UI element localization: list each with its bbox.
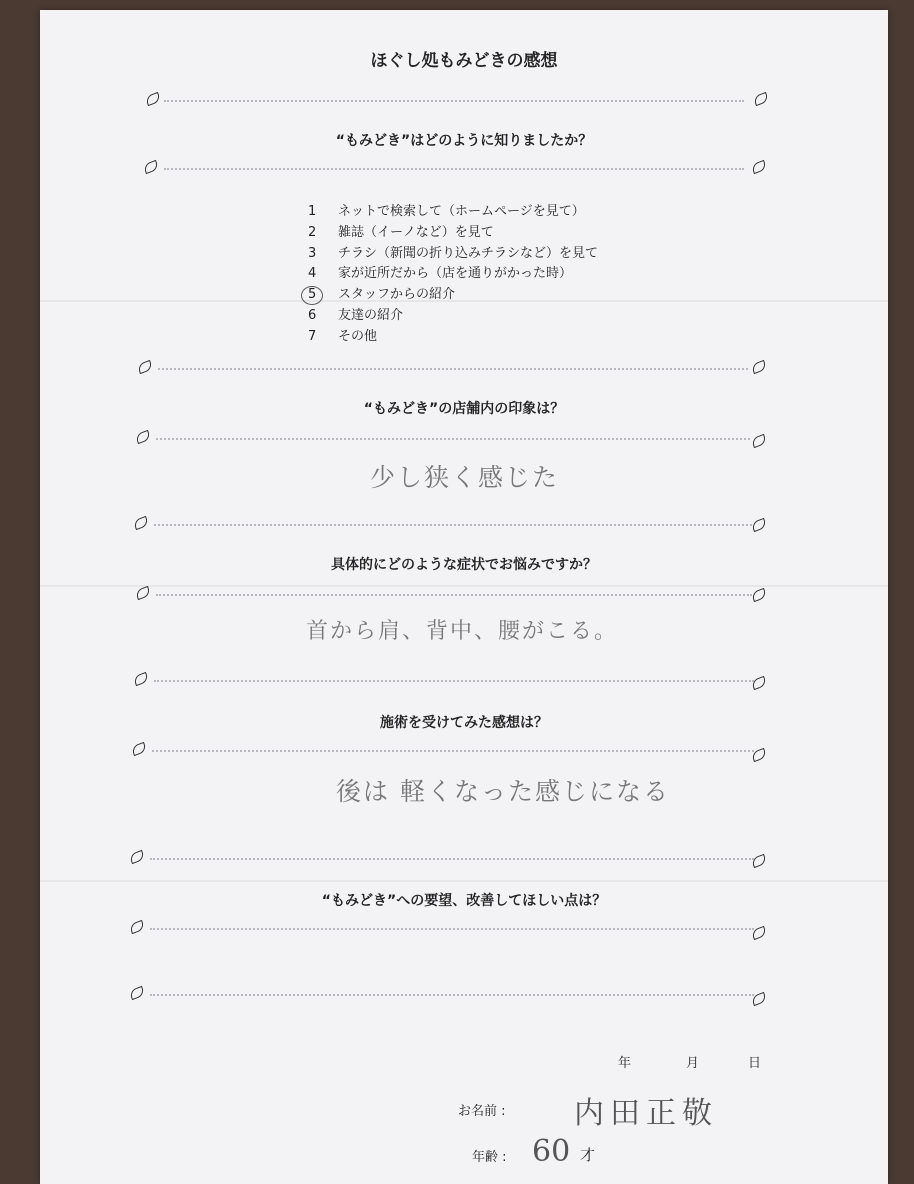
paper-fold <box>40 585 888 587</box>
question-treatment-feedback: 施術を受けてみた感想は？ <box>380 715 548 731</box>
leaf-bullet-icon <box>135 430 152 444</box>
dotted-rule <box>150 928 754 930</box>
handwritten-name: 内田正敬 <box>574 1096 718 1131</box>
option-item-selected[interactable] <box>308 285 598 306</box>
option-label: スタッフからの紹介 <box>338 287 456 303</box>
option-item[interactable] <box>308 327 598 348</box>
survey-sheet <box>40 10 888 1184</box>
handwritten-answer-impression: 少し狭く感じた <box>370 463 560 492</box>
question-symptoms: 具体的にどのような症状でお悩みですか？ <box>331 557 597 573</box>
paper-fold <box>40 880 888 882</box>
leaf-bullet-icon <box>751 854 768 868</box>
leaf-bullet-icon <box>753 92 770 106</box>
question-how-known: “もみどき”はどのように知りましたか？ <box>335 133 593 149</box>
handwritten-answer-feedback: 後は 軽くなった感じになる <box>336 777 670 806</box>
leaf-bullet-icon <box>751 360 768 374</box>
option-number: 3 <box>308 245 317 261</box>
leaf-bullet-icon <box>133 516 150 530</box>
age-label: 年齢 : <box>472 1150 507 1165</box>
leaf-bullet-icon <box>751 588 768 602</box>
leaf-bullet-icon <box>751 676 768 690</box>
dotted-rule <box>150 858 754 860</box>
question-store-impression: “もみどき”の店舗内の印象は？ <box>363 401 565 417</box>
leaf-bullet-icon <box>129 850 146 864</box>
leaf-bullet-icon <box>145 92 162 106</box>
date-day-label: 日 <box>748 1056 762 1071</box>
leaf-bullet-icon <box>137 360 154 374</box>
option-number: 7 <box>308 328 317 344</box>
option-number-circled: 5 <box>308 285 338 306</box>
survey-title: ほぐし処もみどきの感想 <box>370 51 558 71</box>
leaf-bullet-icon <box>129 920 146 934</box>
dotted-rule <box>154 524 752 526</box>
handwritten-answer-symptoms: 首から肩、背中、腰がこる。 <box>306 619 619 644</box>
leaf-bullet-icon <box>751 160 768 174</box>
age-unit: 才 <box>580 1146 596 1164</box>
option-label: 家が近所だから（店を通りがかった時） <box>338 266 573 282</box>
option-item[interactable] <box>308 244 598 265</box>
dotted-rule <box>152 750 754 752</box>
leaf-bullet-icon <box>131 742 148 756</box>
option-number: 1 <box>308 204 317 219</box>
leaf-bullet-icon <box>143 160 160 174</box>
option-label: チラシ（新聞の折り込みチラシなど）を見て <box>338 245 599 261</box>
question-requests: “もみどき”への要望、改善してほしい点は？ <box>321 893 607 909</box>
option-label: ネットで検索して（ホームページを見て） <box>338 204 585 219</box>
name-label: お名前 : <box>458 1104 506 1119</box>
dotted-rule <box>156 594 752 596</box>
option-number: 4 <box>308 266 317 282</box>
dotted-rule <box>156 438 750 440</box>
date-year-label: 年 <box>618 1056 632 1071</box>
option-label: 友達の紹介 <box>338 307 404 323</box>
answer-options-list <box>308 202 598 348</box>
leaf-bullet-icon <box>133 672 150 686</box>
date-month-label: 月 <box>686 1056 700 1071</box>
dotted-rule <box>164 100 744 102</box>
leaf-bullet-icon <box>135 586 152 600</box>
option-number: 6 <box>308 307 317 323</box>
option-label: その他 <box>338 328 378 344</box>
dotted-rule <box>158 368 748 370</box>
leaf-bullet-icon <box>129 986 146 1000</box>
leaf-bullet-icon <box>751 434 768 448</box>
option-number: 2 <box>308 224 317 240</box>
handwritten-age: 60 <box>532 1134 571 1169</box>
option-item[interactable] <box>308 264 598 285</box>
option-item[interactable] <box>308 202 598 223</box>
leaf-bullet-icon <box>751 518 768 532</box>
option-item[interactable] <box>308 306 598 327</box>
option-label: 雑誌（イーノなど）を見て <box>338 224 494 240</box>
dotted-rule <box>154 680 754 682</box>
option-item[interactable] <box>308 223 598 244</box>
dotted-rule <box>164 168 744 170</box>
dotted-rule <box>150 994 754 996</box>
